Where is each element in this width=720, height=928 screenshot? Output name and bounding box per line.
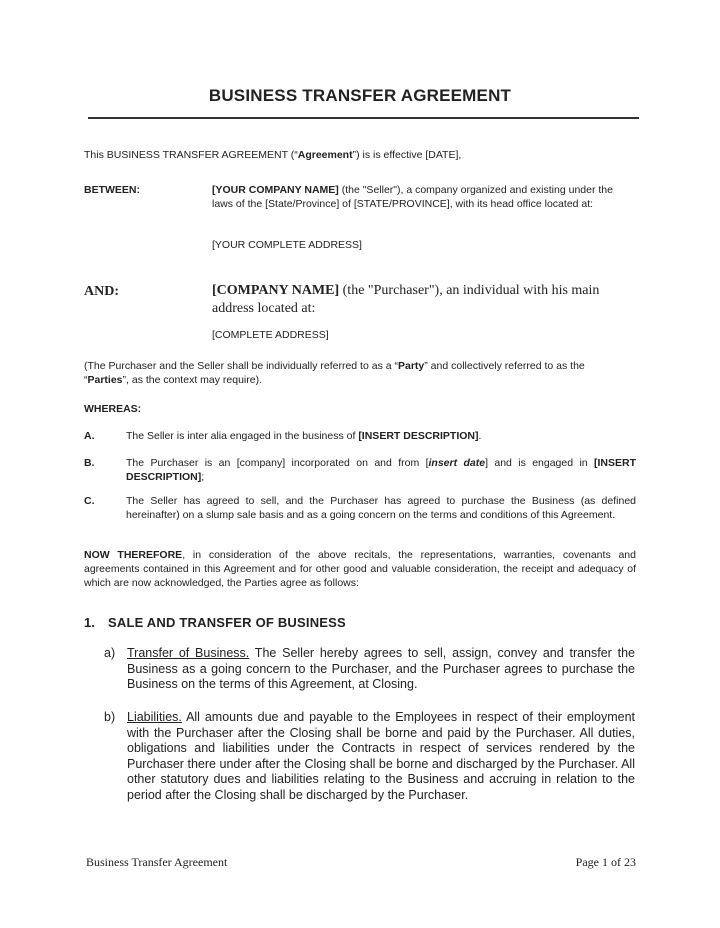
footer-document-name: Business Transfer Agreement (86, 855, 228, 869)
seller-text: (the "Seller"), a company organized and existing under the laws of the [State/Province] of [STATE/PROVINCE], with its head office located at: (212, 184, 613, 210)
recital-c: The Seller has agreed to sell, and the Purchaser has agreed to purchase the Business (as defined hereinafter) on a slump sale basis and as a going concern on the terms and conditions of this Agreement. (126, 495, 636, 521)
section-1-title: SALE AND TRANSFER OF BUSINESS (108, 615, 346, 630)
seller-name: [YOUR COMPANY NAME] (212, 184, 339, 196)
purchaser-name: [COMPANY NAME] (212, 283, 340, 298)
clause-b-heading: Liabilities. (127, 710, 182, 724)
purchaser-text: (the "Purchaser"), an individual with his main address located at: (212, 283, 600, 316)
clause-b-marker: b) (104, 710, 116, 724)
clause-a (127, 646, 635, 693)
now-therefore-lead: NOW THEREFORE (84, 549, 183, 561)
section-1-number: 1. (84, 615, 95, 630)
intro-bold: Agreement (297, 149, 353, 161)
clause-a-text: The Seller hereby agrees to sell, assign, convey and transfer the Business as a going concern to the Purchaser, and the Purchaser agrees to purchase the Business on the terms of this Agreement, at Closing. (127, 646, 635, 691)
recital-b-mid: ] and is engaged in (485, 457, 594, 469)
and-label: AND: (84, 284, 119, 299)
recital-b (126, 456, 636, 484)
recital-b-end: ; (201, 471, 205, 483)
footer-page-number: Page 1 of 23 (575, 855, 636, 869)
clause-b (127, 710, 635, 803)
whereas-heading: WHEREAS: (84, 403, 142, 415)
clause-a-heading: Transfer of Business. (127, 646, 250, 660)
and-party (212, 282, 632, 318)
parties-note-text-1: (The Purchaser and the Seller shall be individually referred to as a “ (84, 360, 398, 372)
intro-pre: This BUSINESS TRANSFER AGREEMENT (“ (84, 149, 298, 161)
seller-address: [YOUR COMPLETE ADDRESS] (212, 239, 362, 251)
parties-note-text-2: ” and collectively referred to as the “ (84, 360, 585, 386)
between-party (212, 183, 622, 211)
recital-b-placeholder: [INSERT DESCRIPTION] (126, 457, 636, 483)
intro-paragraph (84, 148, 624, 162)
intro-post: ”) is is effective [DATE], (352, 149, 462, 161)
recital-b-date-placeholder: insert date (428, 457, 486, 469)
party-term: Party (398, 360, 425, 372)
recital-a (126, 429, 636, 443)
recital-b-text: The Purchaser is an [company] incorporated on and from [ (126, 457, 429, 469)
now-therefore-paragraph (84, 548, 636, 590)
recital-a-text: The Seller is inter alia engaged in the business of (126, 430, 359, 442)
purchaser-address: [COMPLETE ADDRESS] (212, 329, 329, 341)
recital-c-letter: C. (84, 495, 95, 507)
recital-a-letter: A. (84, 430, 95, 442)
now-therefore-text: , in consideration of the above recitals, the representations, warranties, covenants and agreements contained in this Agreement and for other good and valuable consideration, the receipt and adequacy of which are now acknowledged, the Parties agree as follows: (84, 549, 636, 589)
title-rule (88, 117, 639, 119)
between-label: BETWEEN: (84, 184, 140, 196)
parties-note (84, 359, 632, 387)
clause-a-marker: a) (104, 646, 116, 660)
recital-a-placeholder: [INSERT DESCRIPTION] (358, 430, 479, 442)
document-title: BUSINESS TRANSFER AGREEMENT (208, 86, 512, 105)
clause-b-text: All amounts due and payable to the Employees in respect of their employment with the Purchaser after the Closing shall be borne and paid by the Purchaser. All duties, obligations and liabilities under the Contracts in respect of services rendered by the Purchaser there under after the Closing shall be borne and discharged by the Purchaser. All other statutory dues and liabilities relating to the Business and accruing in relation to the period after the Closing shall be discharged by the Purchaser. (127, 710, 635, 802)
recital-b-letter: B. (84, 457, 95, 469)
recital-a-end: . (478, 430, 482, 442)
parties-note-text-3: ”, as the context may require). (122, 374, 263, 386)
parties-term: Parties (87, 374, 123, 386)
